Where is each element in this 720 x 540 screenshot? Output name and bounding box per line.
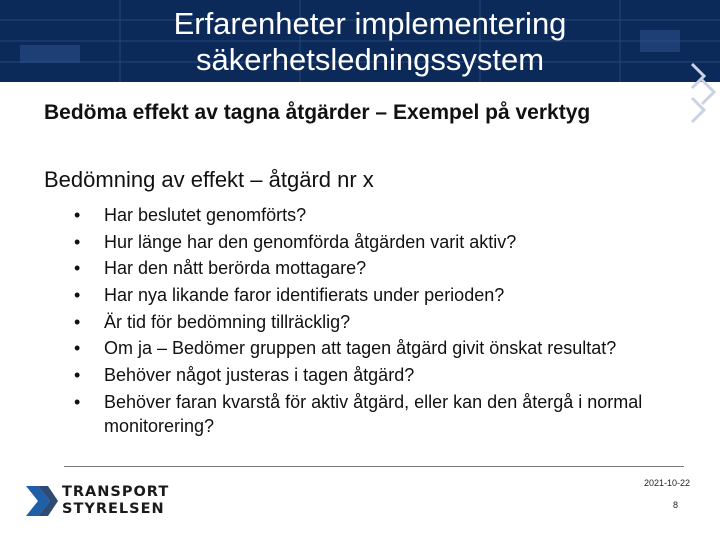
list-item-text: Har nya likande faror identifierats under perioden? xyxy=(104,285,505,306)
transportstyrelsen-logo xyxy=(24,482,170,522)
slide-title-line-1: Erfarenheter implementering xyxy=(173,6,567,41)
logo-text-line-2: STYRELSEN xyxy=(62,501,165,517)
list-item xyxy=(74,203,694,227)
bullet-list xyxy=(74,203,694,441)
list-item-text: Behöver faran kvarstå för aktiv åtgärd, eller kan den återgå i normal monitorering? xyxy=(104,391,643,436)
header-banner xyxy=(0,0,720,82)
list-item xyxy=(74,310,694,334)
list-item-text: Om ja – Bedömer gruppen att tagen åtgärd givit önskat resultat? xyxy=(104,338,617,359)
slide-title-line-2: säkerhetsledningssystem xyxy=(195,42,545,77)
slide-title xyxy=(60,6,680,78)
page-number: 8 xyxy=(672,500,678,510)
list-item-text: Hur länge har den genomförda åtgärden varit aktiv? xyxy=(104,231,517,252)
bullet-icon: • xyxy=(74,285,81,306)
footer-divider xyxy=(64,466,684,467)
bullet-icon: • xyxy=(74,258,81,279)
bullet-icon: • xyxy=(74,338,81,359)
list-item xyxy=(74,363,694,387)
logo-text-line-1: TRANSPORT xyxy=(62,484,170,500)
bullet-icon: • xyxy=(74,205,81,225)
list-item xyxy=(74,256,694,280)
corner-arrows-decoration xyxy=(684,60,720,130)
footer-date: 2021-10-22 xyxy=(643,478,690,488)
slide-subtitle: Bedöma effekt av tagna åtgärder – Exempel på verktyg xyxy=(44,101,591,124)
list-item xyxy=(74,283,694,307)
list-item-text: Behöver något justeras i tagen åtgärd? xyxy=(104,365,415,386)
section-heading: Bedömning av effekt – åtgärd nr x xyxy=(44,167,374,192)
bullet-icon: • xyxy=(74,365,81,386)
list-item-text: Har beslutet genomförts? xyxy=(104,205,307,225)
logo-mark-icon xyxy=(24,484,58,518)
bullet-icon: • xyxy=(74,231,81,252)
list-item xyxy=(74,336,694,360)
list-item-text: Är tid för bedömning tillräcklig? xyxy=(104,311,351,332)
list-item xyxy=(74,230,694,254)
bullet-icon: • xyxy=(74,311,81,332)
list-item-text: Har den nått berörda mottagare? xyxy=(104,258,367,279)
list-item xyxy=(74,390,694,438)
bullet-icon: • xyxy=(74,391,81,412)
